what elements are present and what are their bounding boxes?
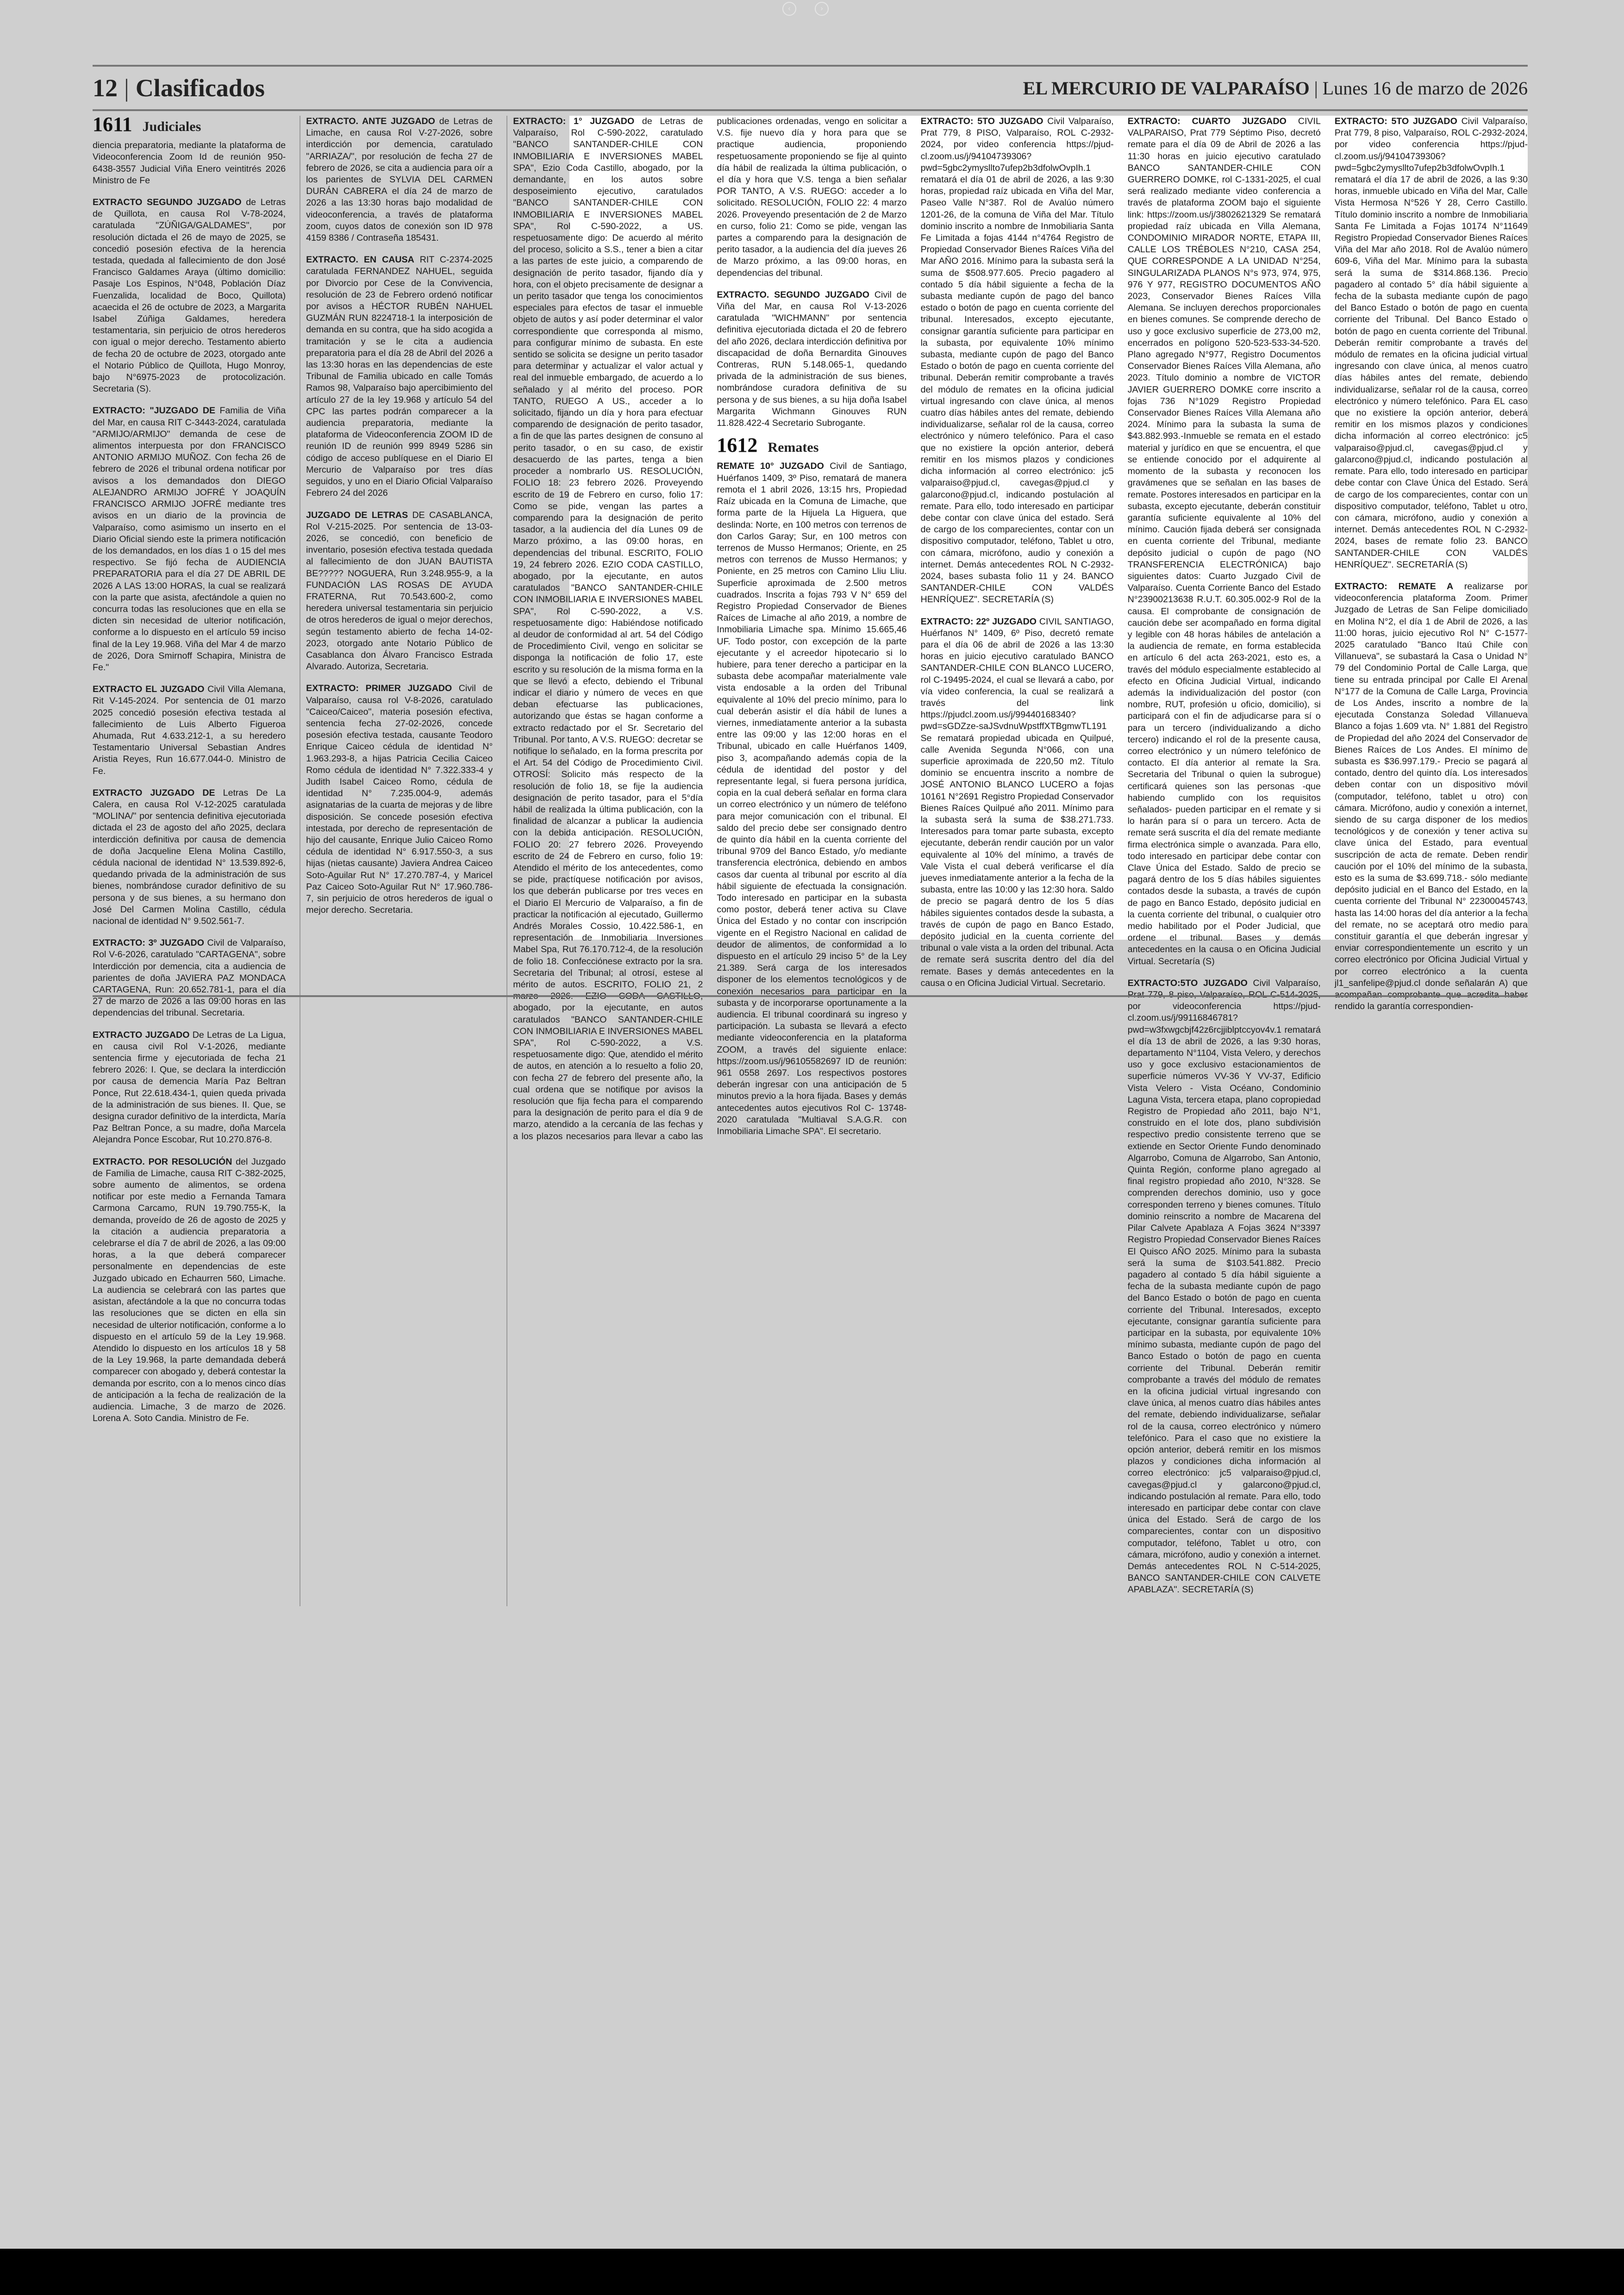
notice-body: del Juzgado de Familia de Limache, causa RIT C-382-2025, sobre aumento de alimentos, se ordena notificar por este medio a Fernanda Tamara Carmona Carcamo, RUN 19.790.755-K, la demanda, proveído de 26 de agosto de 2025 y la citación a audiencia preparatoria a celebrarse el día 7 de abril de 2026, a las 09:00 horas, a la que deberá comparecer personalmente en dependencias de este Juzgado ubicado en Echaurren 560, Limache. La audiencia se celebrará con las partes que asistan, afectándole a la que no concurra todas las resoluciones que se dicten en ella sin necesidad de ulterior notificación, conforme a lo dispuesto en el artículo 59 de la Ley 19.968. Atendido lo dispuesto en los artículos 18 y 58 de la Ley 19.968, la parte demandada deberá comparecer con abogado y, deberá contestar la demanda por escrito, con a lo menos cinco días de anticipación a la fecha de realización de la audiencia. Limache, 3 de marzo de 2026. Lorena A. Soto Candia. Ministro de Fe. (93, 1156, 286, 1424)
notice-heading: EXTRACTO JUZGADO DE (93, 787, 215, 798)
notice-body: Civil Valparaíso, Prat 779, 8 piso, Valparaíso, ROL C-514-2025, por videoconferencia https://pjud-cl.zoom.us/j/99116846781?pwd=w3fxwgcbjf42z6rcjjiblptccyov4v.1 rematará el día 13 de abril de 2026, a las 9:30 horas, departamento N°1104, Vista Velero, y derechos uso y goce exclusivo estacionamientos de superficie números VV-36 Y VV-37, Edificio Vista Velero - Vista Océano, Condominio Laguna Vista, tercera etapa, plano copropiedad Registro de Propiedad año 2011, bajo N°1, construido en el lote dos, plano subdivisión respectivo predio consistente terreno que se extiende en Sector Oriente Fundo denominado Algarrobo, Comuna de Algarrobo, San Antonio, Quinta Región, conforme plano agregado al final registro propiedad año 2010, N°328. Se comprenden derechos dominio, uso y goce corresponden terreno y bienes comunes. Título dominio reinscrito a nombre de Macarena del Pilar Calvete Apablaza A Fojas 3624 N°3397 Registro Propiedad Conservador Bienes Raíces El Quisco AÑO 2025. Mínimo para la subasta será la suma de $103.541.882. Precio pagadero al contado 5 día hábil siguiente a fecha de la subasta mediante cupón de pago del Banco Estado o botón de pago en cuenta corriente del Tribunal. Interesados, excepto ejecutante, consignar garantía suficiente para participar en la subasta, por equivalente 10% mínimo subasta, mediante cupón de pago del Banco Estado o botón de pago en cuenta corriente del Tribunal. Deberán remitir comprobante a través del módulo de remates en la oficina judicial virtual ingresando con clave única, al menos cuatro días hábiles antes del remate, debiendo individualizarse, señalar rol de la causa, correo electrónico y número telefónico. Para el caso que no existiere la opción anterior, deberá remitir en los mismos plazos y condiciones dicha información al correo electrónico: jc5 valparaiso@pjud.cl, cavegas@pjud.cl y galarcono@pjud.cl, indicando postulación al remate. Para ello, todo interesado en participar debe contar con clave única del Estado. Será de cargo de los comparecientes, contar con un dispositivo computador, teléfono, Tablet u otro, con cámara, micrófono, audio y conexión a internet. Demás antecedentes ROL N C-514-2025, BANCO SANTANDER-CHILE CON CALVETE APABLAZA". SECRETARÍA (S) (1127, 978, 1321, 1595)
notice-body: Civil Valparaíso, Prat 779, 8 piso, Valparaíso, ROL C-2932-2024, por video conferencia https://pjud-cl.zoom.us/j/94104739306?pwd=5gbc2ymysllto7ufep2b3dfolwOvpIh.1 rematará el día 17 de abril de 2026, a las 9:30 horas, inmueble ubicado en Viña del Mar, Calle Vista Hermosa N°526 Y 28, Cerro Castillo. Título dominio inscrito a nombre de Inmobiliaria Santa Fe Limitada a Fojas 10174 N°11649 Registro Propiedad Conservador Bienes Raíces Viña del Mar año 2018. Rol de Avalúo número 609-6, Viña del Mar. Mínimo para la subasta será la suma de $314.868.136. Precio pagadero al contado 5° día hábil siguiente a fecha de la subasta mediante cupón de pago del Banco Estado o botón de pago en cuenta corriente del Tribunal. Del Banco Estado o botón de pago en cuenta corriente del Tribunal. Deberán remitir comprobante a través del módulo de remates en la oficina judicial virtual ingresando con clave única, al menos cuatro días hábiles antes del remate, debiendo individualizarse, señalar rol de la causa, correo electrónico y número telefónico. Para EL caso que no existiere la opción anterior, deberá remitir en los mismos plazos y condiciones dicha información al correo electrónico: jc5 valparaiso@pjud.cl, cavegas@pjud.cl y galarcono@pjud.cl, indicando postulación al remate. Para ello, todo interesado en participar debe contar con Clave Única del Estado. Será de cargo de los comparecientes, contar con un dispositivo computador, teléfono, Tablet u otro, con cámara, micrófono, audio y conexión a internet. Demás antecedentes ROL N C-2932-2024, bases de remate folio 23. BANCO SANTANDER-CHILE CON VALDÉS HENRÍQUEZ". SECRETARÍA (S) (1334, 116, 1528, 570)
viewer-controls (782, 2, 829, 16)
column-2 (300, 116, 493, 1606)
notice (1128, 978, 1321, 1596)
notice (717, 289, 906, 429)
notice (921, 616, 1114, 990)
section-title: Clasificados (135, 74, 265, 102)
page-header-right (1023, 77, 1528, 99)
notice-body: Civil de Santiago, Huérfanos 1409, 3º Piso, rematará de manera remota el 1 abril 2026, 13:15 hrs, Propiedad Raíz ubicada en la Comuna de Limache, que forma parte de la Hijuela La Higuera, que deslinda: Norte, en 100 metros con terrenos de don Carlos Garay; Sur, en 100 metros con terrenos de Musso Hermanos; Oriente, en 25 metros con terrenos de Musso Hermanos; y Poniente, en 25 metros con Camino Lliu Lliu. Superficie aproximada de 2.500 metros cuadrados. Inscrita a fojas 793 V N° 659 del Registro Propiedad Conservador de Bienes Raíces de Limache al año 2019, a nombre de Inmobiliaria Limache spa. Mínimo 15.665,46 UF. Todo postor, con excepción de la parte ejecutante y el acreedor hipotecario si lo hubiere, para tener derecho a participar en la subasta debe acompañar materialmente vale vista endosable a la orden del Tribunal equivalente al 10% del precio mínimo, para lo cual deberán asistir el día hábil de lunes a viernes, inmediatamente anterior a la subasta entre las 09:00 y las 12:00 horas en el Tribunal, ubicado en calle Huérfanos 1409, piso 3, acompañando además copia de la cédula de identidad del postor y del representante legal, si fuera persona jurídica, copia en la cual deberá señalar en forma clara un correo electrónico y un número de teléfono para mejor comunicación con el tribunal. El saldo del precio debe ser consignado dentro de quinto día hábil en la cuenta corriente del tribunal 9709 del Banco Estado, y/o mediante transferencia electrónica, debiendo en ambos casos dar cuenta al tribunal por escrito al día hábil siguiente de efectuada la consignación. Todo interesado en participar en la subasta como postor, deberá tener activa su Clave Única del Estado y no contar con inscripción vigente en el Registro Nacional en calidad de deudor de alimentos, de conformidad a lo dispuesto en el artículo 29 inciso 5° de la Ley 21.389. Será carga de los interesados disponer de los elementos tecnológicos y de conexión necesarios para participar en la subasta y de incorporarse oportunamente a la audiencia. El tribunal coordinará su ingreso y participación. La subasta se llevará a efecto mediante videoconferencia en la plataforma ZOOM, a través del siguiente enlace: https://zoom.us/j/96105582697 ID de reunión: 961 0558 2697. Los respectivos postores deberán ingresar con una anticipación de 5 minutos previo a la hora fijada. Bases y demás antecedentes autos ejecutivos Rol C- 13748-2020 caratulada "Multiaval S.A.G.R. con Inmobiliaria Limache SPA". El secretario. (717, 461, 907, 1137)
notice-body: de Letras de Limache, en causa Rol V-27-2026, sobre interdicción por demencia, caratulado "ARRIAZA/", por resolución de fecha 27 de febrero de 2026, se cita a audiencia para oír a los parientes de SYLVIA DEL CARMEN DURÁN CABRERA el día 24 de marzo de 2026 a las 13:30 horas bajo modalidad de videoconferencia, a través de plataforma zoom, cuyos datos de conexión son ID 978 4159 8386 / Contraseña 185431. (306, 116, 493, 243)
column-1 (93, 113, 286, 1606)
notice (93, 405, 286, 674)
category-header-remates (717, 434, 906, 457)
notice-heading: EXTRACTO: CUARTO JUZGADO (1127, 116, 1287, 126)
notice-heading: EXTRACTO: 5TO JUZGADO (920, 116, 1043, 126)
notice-heading: EXTRACTO: 22º JUZGADO (920, 616, 1037, 627)
notice-body: CIVIL VALPARAISO, Prat 779 Séptimo Piso, decretó remate para el día 09 de Abril de 2026 a las 11:30 horas en juicio ejecutivo caratulado BANCO SANTANDER-CHILE CON GUERRERO DOMKE, rol C-1331-2025, el cual será realizado mediante video conferencia a través de plataforma ZOOM bajo el siguiente link: https://zoom.us/j/3802621329 Se rematará propiedad raíz ubicada en Villa Alemana, CONDOMINIO MIRADOR NORTE, ETAPA III, CALLE LOS TRÉBOLES N°210, CASA 254, QUE CORRESPONDE A LA UNIDAD N°254, SINGULARIZADA PLANOS N°s 973, 974, 975, 976 Y 977, REGISTRO DOCUMENTOS AÑO 2023, Conservador Bienes Raíces Villa Alemana. Se incluyen derechos proporcionales en bienes comunes. Se comprende derecho de uso y goce exclusivo superficie de 273,00 m2, encerrados en polígono 520-523-533-34-520. Plano agregado N°977, Registro Documentos Conservador Bienes Raíces Villa Alemana, año 2023. Título dominio a nombre de VICTOR JAVIER GUERRERO DOMKE corre inscrito a fojas 736 N°1029 Registro Propiedad Conservador Bienes Raíces Villa Alemana año 2024. Mínimo para la subasta la suma de $43.882.993.-Inmueble se remata en el estado material y jurídico en que se encuentra, el que se entiende conocido por el adquirente al momento de la subasta y reconocen los gravámenes que se señalan en las bases de remate. Postores interesados en participar en la subasta, excepto ejecutante, deberán constituir garantía suficiente equivalente al 10% del mínimo. Caución fijada deberá ser consignada en cuenta corriente del Tribunal, mediante depósito judicial o cupón de pago (NO TRANSFERENCIA ELECTRÓNICA) bajo siguientes datos: Cuarto Juzgado Civil de Valparaíso. Cuenta Corriente Banco del Estado N°23900213638 R.U.T. 60.305.002-9 Rol de la causa. El comprobante de consignación de caución debe ser acompañado en forma digital y legible con 48 horas hábiles de antelación a la audiencia de remate, en forma establecida en artículo 6 del acta 263-2021, esto es, a través del módulo especialmente establecido al efecto en Oficina Judicial Virtual, indicando además la individualización del postor (con nombre, RUT, profesión u oficio, domicilio), si participará con el fin de adjudicarse para sí o para un tercero (individualizando a dicho tercero) indicando el rol de la presente causa, correo electrónico y un número telefónico de contacto. El día anterior al remate la Sra. Secretaria del Tribunal o quien la subrogue) certificará quienes son las personas -que habiendo cumplido con los requisitos señalados- pueden participar en el remate y si lo harán para sí o para un tercero. Acta de remate será suscrita el día del remate mediante firma electrónica simple o avanzada. Para ello, todo interesado en participar debe contar con Clave Única del Estado. Saldo de precio se pagará dentro de los 5 días hábiles siguientes contados desde la subasta, a través de cupón de pago en Banco Estado, depósito judicial en la cuenta corriente del tribunal, o cualquier otro medio habilitado por el Poder Judicial, que ordene el tribunal. Bases y demás antecedentes en la causa o en Oficina Judicial Virtual. Secretaría (S) (1127, 116, 1321, 967)
page-bottom-rule (93, 995, 1528, 997)
notice-heading: EXTRACTO: 3º JUZGADO (93, 938, 204, 948)
notice (93, 937, 286, 1019)
notice-heading: EXTRACTO: 5TO JUZGADO (1334, 116, 1457, 126)
chevron-right-icon[interactable]: › (815, 2, 829, 16)
notice-heading: EXTRACTO SEGUNDO JUZGADO (93, 197, 242, 208)
page-number: 12 (93, 74, 118, 102)
notice-body: Familia de Viña del Mar, en causa RIT C-3443-2024, caratulada "ARMIJO/ARMIJO" demanda de cese de alimentos interpuesta por don FRANCISCO ANTONIO ARMIJO MUÑOZ. Con fecha 26 de febrero de 2026 el tribunal ordena notificar por avisos a los demandados don DIEGO ALEJANDRO ARMIJO JOFRÉ Y JOAQUÍN FRANCISCO ARMIJO JOFRÉ mediante tres avisos en un diario de la provincia de Valparaíso, como asimismo un inserto en el Diario Oficial siendo este la primera notificación de los demandados, en los días 1 o 15 del mes respectivo. Se fijó fecha de AUDIENCIA PREPARATORIA para el día 27 DE ABRIL DE 2026 A LAS 13:00 HORAS, la cual se realizará con la parte que asista, afectándole a quien no concurra todas las resoluciones que en ella se dicten sin necesidad de ulterior notificación, conforme a lo dispuesto en el artículo 59 inciso final de la Ley 19.968. Viña del Mar 4 de marzo de 2026, Dora Smirnoff Schapira, Ministra de Fe." (93, 405, 286, 673)
notice (93, 684, 286, 777)
notice-body: RIT C-2374-2025 caratulada FERNANDEZ NAHUEL, seguida por Divorcio por Cese de la Convivencia, resolución de 23 de Febrero ordenó notificar por avisos a HÉCTOR RUBÉN NAHUEL GUZMÁN RUN 8224718-1 la interposición de demanda en su contra, que ha sido acogida a tramitación y se le cita a audiencia preparatoria para el día 28 de Abril del 2026 a las 13:30 horas en las dependencias de este Tribunal de Familia ubicado en calle Tomás Ramos 98, Valparaíso bajo apercibimiento del artículo 27 de la ley 19.968 y artículo 54 del CPC las partes podrán comparecer a la audiencia preparatoria, mediante la plataforma de Videoconferencia ZOOM ID de reunión ID de reunión 999 8949 5286 sin código de acceso publíquese en el Diario El Mercurio de Valparaíso por tres días seguidos, y uno en el Diario Oficial Valparaíso Febrero 24 del 2026 (306, 255, 493, 499)
chevron-left-icon[interactable]: ‹ (782, 2, 796, 16)
notice-body: de Letras de Valparaíso, Rol C-590-2022, caratulado "BANCO SANTANDER-CHILE CON INMOBILIARIA E INVERSIONES MABEL SPA", Ezio Coda Castillo, abogado, por la demandante, en los autos sobre desposeimiento ejecutivo, caratulados "BANCO SANTANDER-CHILE CON INMOBILIARIA E INVERSIONES MABEL SPA", Rol C-590-2022, a US. respetuosamente digo: De acuerdo al mérito del proceso, solicito a S.S., tener a bien a citar a las partes de este juicio, a comparendo de designación de perito tasador, fijando día y hora, con el objeto precisamente de designar a un perito tasador que tenga los conocimientos especiales para efectos de tasar el inmueble objeto de autos y así poder determinar el valor correspondiente que corresponda al mismo, para configurar mínimo de subasta. En este sentido se solicita se designe un perito tasador para determinar y actualizar el valor actual y real del inmueble embargado, de acuerdo a lo señalado y al mérito del proceso. POR TANTO, RUEGO A US., acceder a lo solicitado, fijando un día y hora para efectuar comparendo de designación de perito tasador, a fin de que las partes designen de consuno al perito tasador, o en su caso, de existir desacuerdo de las partes, tenga a bien proceder a nombrarlo US. RESOLUCIÓN, FOLIO 18: 23 febrero 2026. Proveyendo escrito de 19 de Febrero en curso, folio 17: Como se pide, vengan las partes a comparendo para la designación de perito tasador, a la audiencia del día Lunes 09 de Marzo próximo, a las 09:00 horas, en dependencias del tribunal. ESCRITO, FOLIO 19, 24 febrero 2026. EZIO CODA CASTILLO, abogado, por la ejecutante, en autos caratulados "BANCO SANTANDER-CHILE CON INMOBILIARIA E INVERSIONES MABEL SPA", Rol C-590-2022, a V.S. respetuosamente digo: Habiéndose notificado al deudor de conformidad al art. 54 del Código de Procedimiento Civil, vengo en solicitar se disponga la notificación de folio 17, este escrito y su resolución de la misma forma en la que se llevó a efecto, debiendo el Tribunal indicar el diario y número de veces en que deban efectuarse las publicaciones, autorizando que éstas se hagan conforme a extracto redactado por el Sr. Secretario del Tribunal. Por tanto, A V.S. RUEGO: decretar se notifique lo señalado, en la forma prescrita por el Art. 54 del Código de Procedimiento Civil. OTROSÍ: Solicito más respecto de la resolución de folio 18, se fije la audiencia designación de perito tasador, para el 5°día hábil de realizada la última publicación, con la finalidad de alcanzar a publicar la audiencia con la debida anticipación. RESOLUCIÓN, FOLIO 20: 27 febrero 2026. Proveyendo escrito de 24 de Febrero en curso, folio 19: Atendido el mérito de los antecedentes, como se pide, practíquese notificación por avisos, los que deberán publicarse por tres veces en el Diario El Mercurio de Valparaíso, a fin de practicar la notificación al ejecutado, Guillermo Andrés Morales Cossio, 10.422.586-1, en representación de Inmobiliaria Inversiones Mabel Spa, Rut 76.170.712-4, de la resolución de folio 18. Confecciónese extracto por la sra. Secretaria del Tribunal; al otrosí, estese al mérito de autos. ESCRITO, FOLIO 21, 2 marzo 2026. EZIO CODA CASTILLO, abogado, por la ejecutante, en autos caratulados "BANCO SANTANDER-CHILE CON INMOBILIARIA E INVERSIONES MABEL SPA", Rol C-590-2022, a V.S. respetuosamente digo: Que, atendido el mérito de autos, en atención a lo resuelto a folio 20, con fecha 27 de febrero del presente año, la cual ordena que se notifique por avisos la resolución que fija fecha para el comparendo para la designación de perito para el día 9 de marzo, atendido a la cercanía de las fechas y a los plazos necesarios para llevar a cabo las publicaciones ordenadas, vengo en solicitar a V.S. fije nuevo día y hora para que se practique audiencia, proponiendo respetuosamente proponiendo se fije al quinto día hábil de realizada la última publicación, o el día y hora que V.S. tenga a bien señalar POR TANTO, A V.S. RUEGO: acceder a lo solicitado. RESOLUCIÓN, FOLIO 22: 4 marzo 2026. Proveyendo presentación de 2 de Marzo en curso, folio 21: Como se pide, vengan las partes a comparendo para la designación de perito tasador, a la audiencia del día jueves 26 de Marzo próximo, a las 09:00 horas, en dependencias del tribunal. (513, 116, 907, 1141)
column-5 (921, 116, 1114, 1606)
issue-date: | Lunes 16 de marzo de 2026 (1314, 77, 1528, 99)
notice-heading: EXTRACTO: REMATE A (1334, 581, 1454, 592)
category-header-judiciales (93, 113, 286, 136)
notice (921, 116, 1114, 606)
category-number: 1612 (717, 434, 758, 457)
notice-body: De Letras de La Ligua, en causa civil Rol V-1-2026, mediante sentencia firme y ejecutoriada de fecha 21 febrero 2026: I. Que, se declara la interdicción por causa de demencia María Paz Beltran Ponce, Rut 22.618.434-1, quien queda privada de la administración de sus bienes. II. Que, se designa curador definitivo de la interdicta, María Paz Beltran Ponce, a su madre, doña Marcela Alejandra Ponce Escobar, Rut 10.270.876-8. (93, 1029, 286, 1145)
column-6 (1128, 116, 1321, 1606)
notice (306, 254, 493, 499)
notice-heading: EXTRACTO: 1° JUZGADO (513, 116, 635, 126)
top-strip (0, 0, 1624, 32)
notice (717, 461, 906, 1137)
classifieds-columns (93, 113, 1528, 1595)
notice (93, 787, 286, 927)
notice-body: Civil Villa Alemana, Rit V-145-2024. Por sentencia de 01 marzo 2025 concedió posesión efectiva testada al fallecimiento de Luis Alberto Figueroa Ahumada, Rut 4.633.212-1, a su heredero Testamentario Universal Sebastian Andres Aristia Reyes, Run 16.677.044-0. Ministro de Fe. (93, 684, 286, 776)
notice-heading: EXTRACTO JUZGADO (93, 1029, 190, 1040)
notice-heading: EXTRACTO: PRIMER JUZGADO (306, 683, 452, 694)
notice-body: Civil de Valparaíso, causa rol V-8-2026, caratulado "Caiceo/Caiceo", materia posesión efectiva, sentencia fecha 27-02-2026, concede posesión efectiva testada, causante Teodoro Enrique Caiceo cédula de identidad N° 1.963.293-8, a hijas Patricia Cecilia Caiceo Romo cédula de identidad N° 7.322.333-4 y Judith Isabel Caiceo Romo, cédula de identidad N° 7.235.004-9, además asignatarias de la cuarta de mejoras y de libre disposición. Se concede posesión efectiva intestada, por derecho de representación de hijo del causante, Enrique Julio Caiceo Romo cédula de identidad N° 6.917.550-3, a sus hijas (nietas causante) Javiera Andrea Caiceo Soto-Aguilar Rut N° 17.270.787-4, y Maricel Paz Caiceo Soto-Aguilar Rut N° 17.960.786-7, sin perjuicio de otros herederos de igual o mejor derecho. Secretaria. (306, 683, 493, 916)
notice-body: DE CASABLANCA, Rol V-215-2025. Por sentencia de 13-03-2026, se concedió, con beneficio de inventario, posesión efectiva testada quedada al fallecimiento de don JUAN BAUTISTA BE????? NOGUERA, Run 3.248.955-9, a la FUNDACIÓN LAS ROSAS DE AYUDA FRATERNA, Rut 70.543.600-2, como heredera universal testamentaria sin perjuicio de otros herederos de igual o mejor derechos, según testamento abierto de fecha 14-02-2023, otorgado ante Notario Público de Casablanca don Álvaro Francisco Estrada Alvarado. Autoriza, Secretaria. (306, 510, 493, 672)
notice-body: Civil de Valparaíso, Rol V-6-2026, caratulado "CARTAGENA", sobre Interdicción por demencia, cita a audiencia de parientes de doña JAVIERA PAZ MONDACA CARTAGENA, Run: 20.652.781-1, para el día 27 de marzo de 2026 a las 09:00 horas en las dependencias del tribunal. Secretaria. (93, 938, 286, 1018)
notice (1335, 116, 1528, 571)
notice-heading: EXTRACTO. POR RESOLUCIÓN (93, 1156, 232, 1167)
page-header (93, 65, 1528, 111)
notice-body: diencia preparatoria, mediante la plataforma de Videoconferencia Zoom Id de reunión 950-6438-3557 Judicial Viña Enero veintitrés 2026 Ministro de Fe (93, 140, 286, 186)
notice-body: Civil de Viña del Mar, en causa Rol V-13-2026 caratulada "WICHMANN" por sentencia definitiva ejecutoriada dictada el 20 de febrero del año 2026, declara interdicción definitiva por discapacidad de doña Bernardita Ginouves Contreras, RUN 5.148.065-1, quedando privada de la administración de sus bienes, nombrándose curadora definitiva de su persona y de sus bienes, a su hija doña Isabel Margarita Wichmann Ginouves RUN 11.828.422-4 Secretario Subrogante. (717, 289, 907, 429)
newspaper-name: EL MERCURIO DE VALPARAÍSO (1023, 77, 1310, 99)
header-separator: | (124, 74, 129, 102)
notice (93, 1156, 286, 1425)
notice-heading: REMATE 10° JUZGADO (717, 461, 824, 472)
notice (93, 140, 286, 187)
notice-heading: EXTRACTO. ANTE JUZGADO (306, 116, 435, 126)
notice (306, 116, 493, 244)
notice (93, 197, 286, 395)
notice (93, 1029, 286, 1146)
notice-heading: EXTRACTO. EN CAUSA (306, 255, 414, 265)
category-number: 1611 (93, 113, 132, 136)
page-header-left (93, 74, 265, 102)
category-name: Remates (768, 440, 819, 455)
notice-heading: JUZGADO DE LETRAS (306, 510, 408, 520)
category-name: Judiciales (142, 119, 201, 134)
notice-body: de Letras de Quillota, en causa Rol V-78-2024, caratulada "ZÚÑIGA/GALDAMES", por resolución dictada el 26 de mayo de 2025, se concedió posesión efectiva de la herencia testada, quedada al fallecimiento de don José Francisco Galdames Araya (último domicilio: Pasaje Los Espinos, N°048, Población Díaz Fuenzalida, localidad de Boco, Quillota) acaecida el 26 de octubre de 2023, a Margarita Isabel Zúñiga Galdames, heredera testamentaria, sin perjuicio de otros herederos con igual o mejor derecho. Testamento abierto de fecha 20 de octubre de 2023, otorgado ante el Notario Público de Quillota, Hugo Monroy, bajo N°6975-2023 de protocolización. Secretaria (S). (93, 197, 286, 394)
notice-body: Letras De La Calera, en causa Rol V-12-2025 caratulada "MOLINA/" por sentencia definitiva ejecutoriada dictada el 23 de agosto del año 2025, declara interdicción definitiva por causa de demencia de doña Jacqueline Elena Molina Castillo, cédula nacional de identidad N° 13.539.892-6, quedando privada de la administración de sus bienes, nombrándose curador definitivo de su persona y de sus bienes, a su hermano don José Del Carmen Molina Castillo, cédula nacional de identidad N° 9.502.561-7. (93, 787, 286, 926)
notice-heading: EXTRACTO:5TO JUZGADO (1127, 978, 1248, 988)
notice-heading: EXTRACTO: "JUZGADO DE (93, 405, 216, 416)
notice (306, 510, 493, 673)
notice-body: CIVIL SANTIAGO, Huérfanos N° 1409, 6º Piso, decretó remate para el día 06 de abril de 2026 a las 13:30 horas en juicio ejecutivo caratulado BANCO SANTANDER-CHILE CON BLANCO LUCERO, rol C-19495-2024, el cual se llevará a cabo, por vía video conferencia, la cual se realizará a través del link https://pjudcl.zoom.us/j/99440168340?pwd=sGDZze-saJSvdnuWpstffXTBgmwTL191 Se rematará propiedad ubicada en Quilpué, calle Avenida Segunda N°066, con una superficie aproximada de 220,50 m2. Título dominio se encuentra inscrito a nombre de JOSÉ ANTONIO BLANCO LUCERO a fojas 10161 N°2691 Registro Propiedad Conservador Bienes Raíces Quilpué año 2011. Mínimo para la subasta será la suma de $38.271.733. Interesados para tomar parte subasta, excepto ejecutante, deberán rendir caución por un valor equivalente al 10% del mínimo, a través de Vale Vista el cual deberá verificarse el día jueves inmediatamente anterior a la fecha de la subasta, entre las 10:00 y las 12:30 hora. Saldo de precio se pagará dentro de los 5 días hábiles siguientes contados desde la subasta, a través de cupón de pago en Banco Estado, depósito judicial en la cuenta corriente del tribunal o vale vista a la orden del tribunal. Acta de remate será suscrita dentro del día del remate. Bases y demás antecedentes en la causa o en Oficina Judicial Virtual. Secretario. (920, 616, 1114, 988)
column-3 (506, 116, 906, 1606)
viewer-bottom-bar (0, 2249, 1624, 2295)
column-7 (1335, 116, 1528, 1606)
notice-body: Civil Valparaíso, Prat 779, 8 PISO, Valparaíso, ROL C-2932-2024, por video conferencia https://pjud-cl.zoom.us/j/94104739306?pwd=5gbc2ymysllto7ufep2b3dfolwOvpIh.1 rematará el día 01 de abril de 2026, a las 9:30 horas, propiedad raíz ubicada en Viña del Mar, Paseo Valle N°387. Rol de Avalúo número 1201-26, de la comuna de Viña del Mar. Título dominio inscrito a nombre de Inmobiliaria Santa Fe Limitada a fojas 4144 n°4764 Registro de Propiedad Conservador Bienes Raíces Viña del Mar AÑO 2016. Mínimo para la subasta será la suma de $508.977.605. Precio pagadero al contado 5 día hábil siguiente a fecha de la subasta mediante cupón de pago del banco estado o botón de pago en cuenta corriente del tribunal. Interesados, excepto ejecutante, consignar garantía suficiente para participar en la subasta, por equivalente 10% mínimo subasta, mediante cupón de pago del Banco Estado o botón de pago en cuenta corriente del tribunal. Deberán remitir comprobante a través del módulo de remates en la oficina judicial virtual ingresando con clave única, al menos cuatro días hábiles antes del remate, debiendo individualizarse, señalar rol de la causa, correo electrónico y número telefónico. Para el caso que no existiere la opción anterior, deberá remitir en los mismos plazos y condiciones dicha información al correo electrónico: jc5 valparaiso@pjud.cl, cavegas@pjud.cl y galarcono@pjud.cl, indicando postulación al remate. Para ello, todo interesado en participar debe contar con clave única del estado. Será de cargo de los comparecientes, contar con un dispositivo computador, teléfono, Tablet u otro, con cámara, micrófono, audio y conexión a internet. Demás antecedentes ROL N C-2932-2024, bases subasta folio 11 y 24. BANCO SANTANDER-CHILE CON VALDÉS HENRÍQUEZ". SECRETARÍA (S) (920, 116, 1114, 605)
newspaper-page (93, 32, 1528, 1595)
notice (1335, 581, 1528, 1013)
notice-heading: EXTRACTO. SEGUNDO JUZGADO (717, 289, 869, 300)
notice (306, 683, 493, 916)
notice-body: realizarse por videoconferencia plataforma Zoom. Primer Juzgado de Letras de San Felipe domiciliado en Molina N°2, el día 1 de Abril de 2026, a las 11:00 horas, juicio ejecutivo Rol N° C-1577-2025 caratulado "Banco Itaú Chile con Villanueva", se subastará la Casa o Unidad N° 79 del Condominio Portal de Calle Larga, que tiene su entrada principal por Calle El Arenal N°177 de la Comuna de Calle Larga, Provincia de Los Andes, inscrito a nombre de la ejecutada Constanza Soledad Villanueva Blanco a fojas 1.609 vta. N° 1.881 del Registro de Propiedad del año 2024 del Conservador de Bienes Raíces de Los Andes. El mínimo de subasta es $36.997.179.- Precio se pagará al contado, dentro del quinto día. Los interesados deben contar con un dispositivo móvil (computador, teléfono, tablet u otro) con cámara. Micrófono, audio y conexión a internet, siendo de su carga disponer de los medios tecnológicos y de conexión y tener activa su clave única del Estado, para eventual suscripción de acta de remate. Deben rendir caución por el 10% del mínimo de la subasta, esto es la suma de $3.699.718.- sólo mediante depósito judicial en el Banco del Estado, en la cuenta corriente del Tribunal N° 22300045743, hasta las 14:00 horas del día anterior a la fecha del remate, no se aceptará otro medio para constituir garantía el que deberán ingresar y enviar correspondientemente un escrito y un correo electrónico por Oficina Judicial Virtual y por correo electrónico a la cuenta jl1_sanfelipe@pjud.cl donde señalarán A) que acompañan comprobante que acredita haber rendido la garantía correspondien- (1334, 581, 1528, 1012)
notice-heading: EXTRACTO EL JUZGADO (93, 684, 205, 695)
notice (1128, 116, 1321, 967)
